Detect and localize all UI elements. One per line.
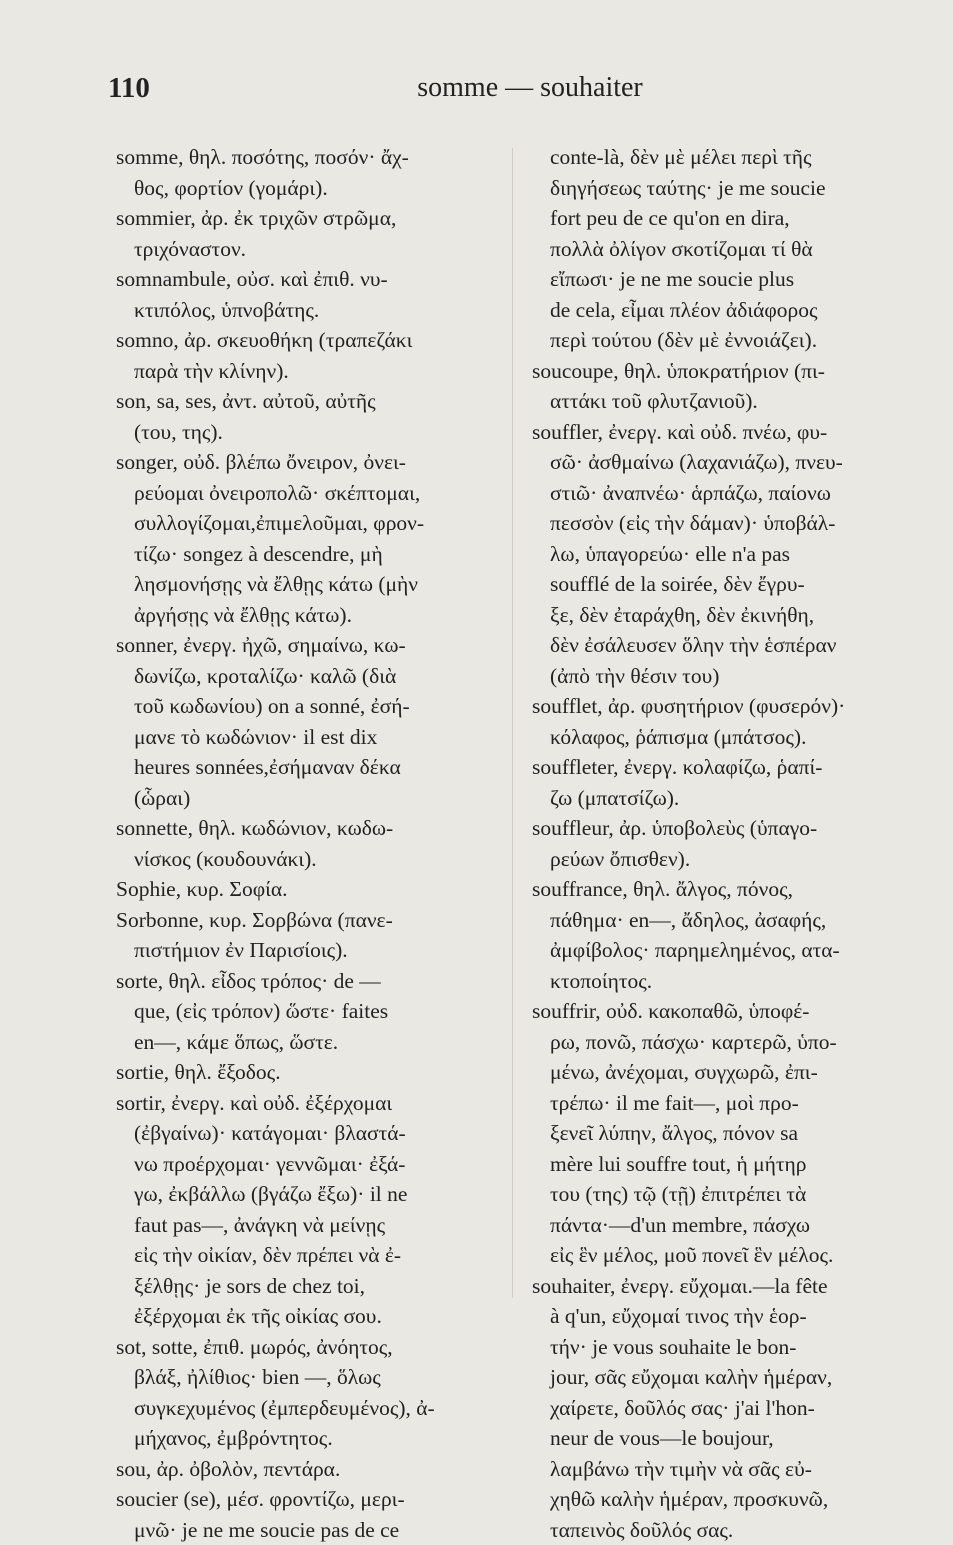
dictionary-line: mère lui souffre tout, ἡ μήτηρ xyxy=(532,1149,892,1180)
dictionary-line: του (της) τῷ (τῇ) ἐπιτρέπει τὰ xyxy=(532,1179,892,1210)
dictionary-line: ρω, πονῶ, πάσχω· καρτερῶ, ὑπο- xyxy=(532,1027,892,1058)
dictionary-line: soufflet, ἀρ. φυσητήριον (φυσερόν)· xyxy=(532,691,892,722)
left-column xyxy=(116,142,476,1545)
dictionary-line: ρεύομαι ὀνειροπολῶ· σκέπτομαι, xyxy=(116,478,476,509)
dictionary-line: soucoupe, θηλ. ὑποκρατήριον (πι- xyxy=(532,356,892,387)
dictionary-line: διηγήσεως ταύτης· je me soucie xyxy=(532,173,892,204)
dictionary-line: sortir, ἐνεργ. καὶ οὐδ. ἐξέρχομαι xyxy=(116,1088,476,1119)
dictionary-line: κτιπόλος, ὑπνοβάτης. xyxy=(116,295,476,326)
dictionary-line: πεσσὸν (εἰς τὴν δάμαν)· ὑποβάλ- xyxy=(532,508,892,539)
dictionary-line: (του, της). xyxy=(116,417,476,448)
dictionary-line: soucier (se), μέσ. φροντίζω, μερι- xyxy=(116,1484,476,1515)
page-number: 110 xyxy=(108,72,150,105)
dictionary-line: νίσκος (κουδουνάκι). xyxy=(116,844,476,875)
dictionary-line: jour, σᾶς εὔχομαι καλὴν ἡμέραν, xyxy=(532,1362,892,1393)
dictionary-line: somme, θηλ. ποσότης, ποσόν· ἄχ- xyxy=(116,142,476,173)
dictionary-line: songer, οὐδ. βλέπω ὄνειρον, ὀνει- xyxy=(116,447,476,478)
dictionary-line: τίζω· songez à descendre, μὴ xyxy=(116,539,476,570)
dictionary-line: souffleter, ἐνεργ. κολαφίζω, ῥαπί- xyxy=(532,752,892,783)
dictionary-line: χαίρετε, δοῦλός σας· j'ai l'hon- xyxy=(532,1393,892,1424)
dictionary-line: souffrance, θηλ. ἄλγος, πόνος, xyxy=(532,874,892,905)
dictionary-line: ξέλθῃς· je sors de chez toi, xyxy=(116,1271,476,1302)
dictionary-line: σῶ· ἀσθμαίνω (λαχανιάζω), πνευ- xyxy=(532,447,892,478)
dictionary-line: que, (εἰς τρόπον) ὥστε· faites xyxy=(116,996,476,1027)
column-divider xyxy=(512,148,513,1298)
dictionary-line: ἐξέρχομαι ἐκ τῆς οἰκίας σου. xyxy=(116,1301,476,1332)
dictionary-line: θος, φορτίον (γομάρι). xyxy=(116,173,476,204)
dictionary-line: μήχανος, ἐμβρόντητος. xyxy=(116,1423,476,1454)
dictionary-line: κτοποίητος. xyxy=(532,966,892,997)
right-column xyxy=(532,142,892,1545)
dictionary-line: sorte, θηλ. εἶδος τρόπος· de — xyxy=(116,966,476,997)
dictionary-line: συλλογίζομαι,ἐπιμελοῦμαι, φρον- xyxy=(116,508,476,539)
dictionary-line: sou, ἀρ. ὀβολὸν, πεντάρα. xyxy=(116,1454,476,1485)
dictionary-line: sot, sotte, ἐπιθ. μωρός, ἀνόητος, xyxy=(116,1332,476,1363)
dictionary-line: νω προέρχομαι· γεννῶμαι· ἐξά- xyxy=(116,1149,476,1180)
dictionary-line: γω, ἐκβάλλω (βγάζω ἔξω)· il ne xyxy=(116,1179,476,1210)
dictionary-line: λαμβάνω τὴν τιμὴν νὰ σᾶς εὐ- xyxy=(532,1454,892,1485)
dictionary-line: de cela, εἶμαι πλέον ἀδιάφορος xyxy=(532,295,892,326)
dictionary-line: πολλὰ ὀλίγον σκοτίζομαι τί θὰ xyxy=(532,234,892,265)
dictionary-line: λησμονήσῃς νὰ ἔλθῃς κάτω (μὴν xyxy=(116,569,476,600)
dictionary-line: ξε, δὲν ἐταράχθη, δὲν ἐκινήθη, xyxy=(532,600,892,631)
dictionary-line: εἴπωσι· je ne me soucie plus xyxy=(532,264,892,295)
dictionary-line: δὲν ἐσάλευσεν ὅλην τὴν ἑσπέραν xyxy=(532,630,892,661)
dictionary-line: λω, ὑπαγορεύω· elle n'a pas xyxy=(532,539,892,570)
dictionary-line: Sophie, κυρ. Σοφία. xyxy=(116,874,476,905)
dictionary-line: αττάκι τοῦ φλυτζανιοῦ). xyxy=(532,386,892,417)
dictionary-line: τριχόναστον. xyxy=(116,234,476,265)
dictionary-line: δωνίζω, κροταλίζω· καλῶ (διὰ xyxy=(116,661,476,692)
dictionary-line: μένω, ἀνέχομαι, συγχωρῶ, ἐπι- xyxy=(532,1057,892,1088)
dictionary-line: somnambule, οὐσ. καὶ ἐπιθ. νυ- xyxy=(116,264,476,295)
dictionary-line: ξενεῖ λύπην, ἄλγος, πόνον sa xyxy=(532,1118,892,1149)
dictionary-line: πιστήμιον ἐν Παρισίοις). xyxy=(116,935,476,966)
dictionary-line: μνῶ· je ne me soucie pas de ce xyxy=(116,1515,476,1545)
dictionary-line: χηθῶ καλὴν ἡμέραν, προσκυνῶ, xyxy=(532,1484,892,1515)
dictionary-line: (ἐβγαίνω)· κατάγομαι· βλαστά- xyxy=(116,1118,476,1149)
dictionary-line: à q'un, εὔχομαί τινος τὴν ἑορ- xyxy=(532,1301,892,1332)
dictionary-line: εἰς ἓν μέλος, μοῦ πονεῖ ἓν μέλος. xyxy=(532,1240,892,1271)
dictionary-line: fort peu de ce qu'on en dira, xyxy=(532,203,892,234)
dictionary-line: conte-là, δὲν μὲ μέλει περὶ τῆς xyxy=(532,142,892,173)
dictionary-line: sonner, ἐνεργ. ἠχῶ, σημαίνω, κω- xyxy=(116,630,476,661)
dictionary-line: ταπεινὸς δοῦλός σας. xyxy=(532,1515,892,1545)
dictionary-line: heures sonnées,ἐσήμαναν δέκα xyxy=(116,752,476,783)
dictionary-line: sortie, θηλ. ἔξοδος. xyxy=(116,1057,476,1088)
dictionary-line: ρεύων ὄπισθεν). xyxy=(532,844,892,875)
dictionary-line: μανε τὸ κωδώνιον· il est dix xyxy=(116,722,476,753)
dictionary-line: soufflé de la soirée, δὲν ἔγρυ- xyxy=(532,569,892,600)
dictionary-line: εἰς τὴν οἰκίαν, δὲν πρέπει νὰ ἐ- xyxy=(116,1240,476,1271)
dictionary-line: συγκεχυμένος (ἐμπερδευμένος), ἀ- xyxy=(116,1393,476,1424)
dictionary-line: πάθημα· en—, ἄδηλος, ἀσαφής, xyxy=(532,905,892,936)
dictionary-line: Sorbonne, κυρ. Σορβώνα (πανε- xyxy=(116,905,476,936)
dictionary-line: sonnette, θηλ. κωδώνιον, κωδω- xyxy=(116,813,476,844)
dictionary-line: περὶ τούτου (δὲν μὲ ἐννοιάζει). xyxy=(532,325,892,356)
dictionary-line: sommier, ἀρ. ἐκ τριχῶν στρῶμα, xyxy=(116,203,476,234)
dictionary-line: πάντα·—d'un membre, πάσχω xyxy=(532,1210,892,1241)
dictionary-line: τοῦ κωδωνίου) on a sonné, ἐσή- xyxy=(116,691,476,722)
dictionary-line: souffrir, οὐδ. κακοπαθῶ, ὑποφέ- xyxy=(532,996,892,1027)
dictionary-line: souffleur, ἀρ. ὑποβολεὺς (ὑπαγο- xyxy=(532,813,892,844)
dictionary-line: souhaiter, ἐνεργ. εὔχομαι.—la fête xyxy=(532,1271,892,1302)
dictionary-line: ἀργήσῃς νὰ ἔλθῃς κάτω). xyxy=(116,600,476,631)
dictionary-line: (ἀπὸ τὴν θέσιν του) xyxy=(532,661,892,692)
dictionary-line: faut pas—, ἀνάγκη νὰ μείνῃς xyxy=(116,1210,476,1241)
dictionary-line: τήν· je vous souhaite le bon- xyxy=(532,1332,892,1363)
dictionary-line: son, sa, ses, ἀντ. αὐτοῦ, αὐτῆς xyxy=(116,386,476,417)
dictionary-line: τρέπω· il me fait—, μοὶ προ- xyxy=(532,1088,892,1119)
running-head: somme — souhaiter xyxy=(300,72,760,104)
dictionary-line: στιῶ· ἀναπνέω· ἁρπάζω, παίονω xyxy=(532,478,892,509)
dictionary-line: παρὰ τὴν κλίνην). xyxy=(116,356,476,387)
dictionary-line: neur de vous—le boujour, xyxy=(532,1423,892,1454)
dictionary-line: souffler, ἐνεργ. καὶ οὐδ. πνέω, φυ- xyxy=(532,417,892,448)
dictionary-line: κόλαφος, ῥάπισμα (μπάτσος). xyxy=(532,722,892,753)
dictionary-line: βλάξ, ἠλίθιος· bien —, ὅλως xyxy=(116,1362,476,1393)
dictionary-line: ζω (μπατσίζω). xyxy=(532,783,892,814)
dictionary-line: en—, κάμε ὅπως, ὥστε. xyxy=(116,1027,476,1058)
dictionary-line: (ὧραι) xyxy=(116,783,476,814)
dictionary-line: ἀμφίβολος· παρημελημένος, ατα- xyxy=(532,935,892,966)
dictionary-line: somno, ἀρ. σκευοθήκη (τραπεζάκι xyxy=(116,325,476,356)
